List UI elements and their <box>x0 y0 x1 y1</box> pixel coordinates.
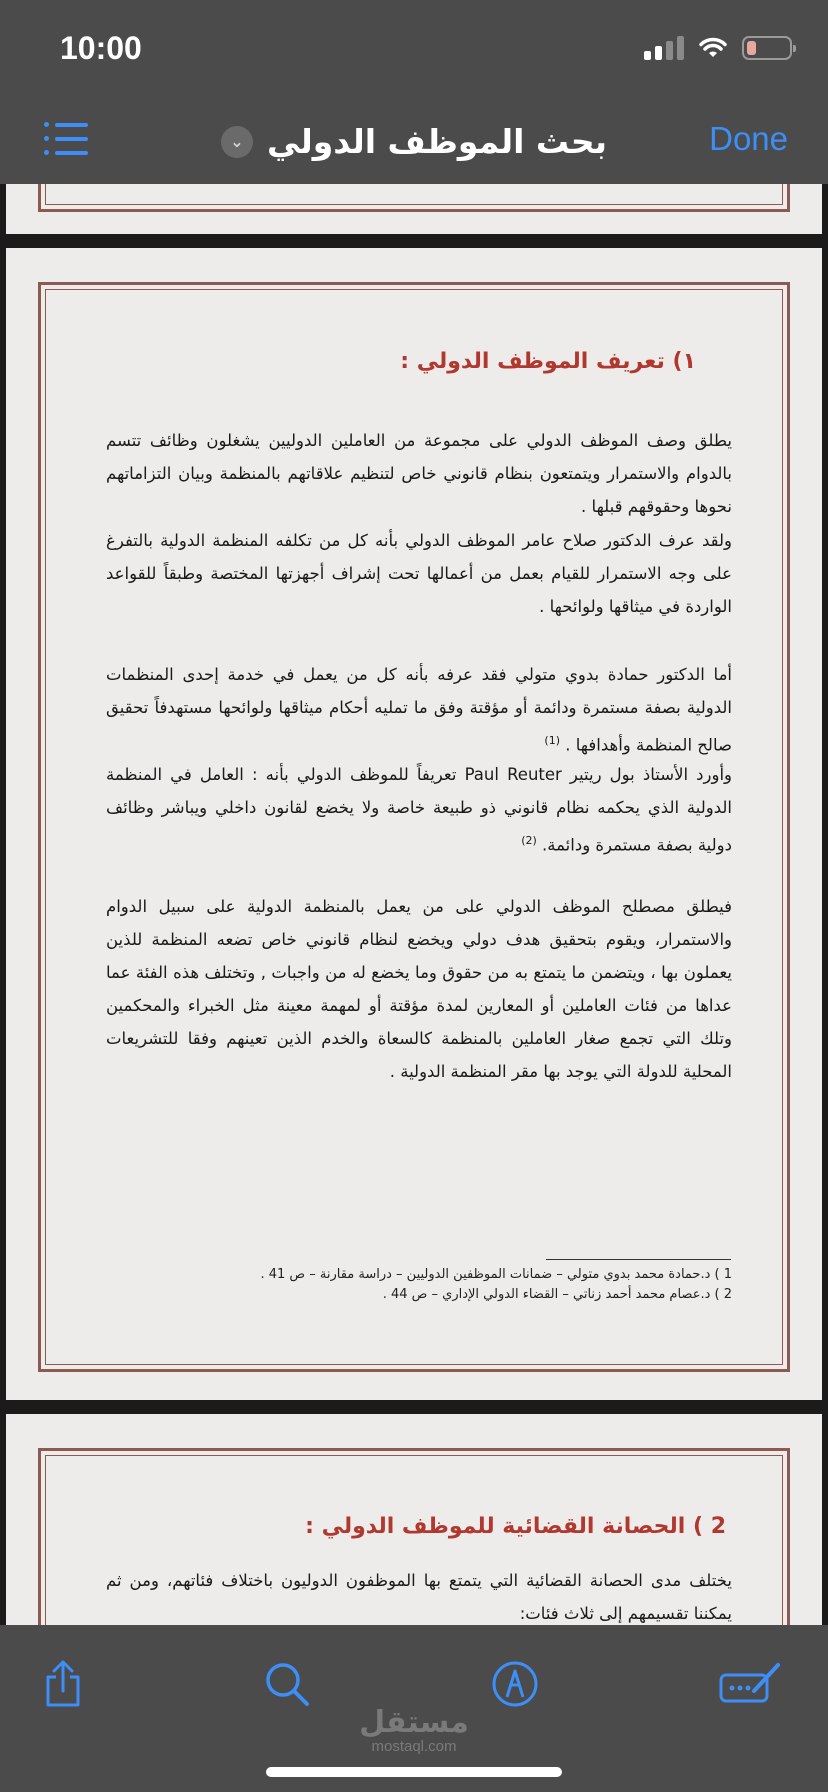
share-icon[interactable] <box>38 1659 88 1709</box>
watermark-latin: mostaql.com <box>371 1738 457 1755</box>
watermark-arabic: مستقل <box>359 1705 469 1740</box>
wifi-icon <box>698 36 728 60</box>
markup-pen-icon[interactable] <box>490 1659 540 1709</box>
footnote: 2 ) د.عصام محمد أحمد زناتي – القضاء الدولي الإداري – ص 44 . <box>382 1287 732 1302</box>
done-button[interactable]: Done <box>709 120 788 157</box>
top-navigation-bar <box>0 0 828 184</box>
cellular-signal-icon <box>644 36 684 60</box>
footnote-ref[interactable]: (1) <box>544 734 560 747</box>
document-page <box>6 248 822 1400</box>
footnotes <box>106 1265 732 1305</box>
footnote-ref[interactable]: (2) <box>521 834 537 847</box>
paragraph: وأورد الأستاذ بول ريتير Paul Reuter تعريفاً للموظف الدولي بأنه : العامل في المنظمة الدولية الذي يحكمه نظام قانوني ذو طبيعة خاصة ولا يخضع لقانون داخلي ويباشر وظائف دولية بصفة مستمرة ودائمة. $^{(2)}$ <box>106 765 733 855</box>
section-heading: 2 ) الحصانة القضائية للموظف الدولي : <box>305 1514 726 1539</box>
paragraph: يطلق وصف الموظف الدولي على مجموعة من العاملين الدوليين يشغلون وظائف تتسم بالدوام والاستمرار ويتمتعون بنظام قانوني خاص لتنظيم علاقاتهم بالمنظمة وبيان التزاماتهم نحوها وحقوقهم قبلها . <box>106 431 732 516</box>
document-title-text: بحث الموظف الدولي <box>266 122 608 161</box>
paragraph: يختلف مدى الحصانة القضائية التي يتمتع بها الموظفون الدوليون باختلاف فئاتهم، ومن ثم يمكننا تقسيمهم إلى ثلاث فئات: <box>106 1571 732 1623</box>
chevron-down-icon[interactable]: ⌄ <box>221 126 253 158</box>
home-indicator[interactable] <box>266 1767 562 1777</box>
previous-page <box>6 184 822 234</box>
footnote: 1 ) د.حمادة محمد بدوي متولي – ضمانات الموظفين الدوليين – دراسة مقارنة – ص 41 . <box>260 1267 732 1282</box>
section-heading: ١) تعريف الموظف الدولي : <box>400 349 696 374</box>
document-page <box>6 1414 822 1634</box>
watermark-logo <box>0 1705 828 1755</box>
annotate-icon[interactable] <box>718 1659 784 1709</box>
paragraph: ولقد عرف الدكتور صلاح عامر الموظف الدولي بأنه كل من تكلفه المنظمة الدولية بالتفرغ على وجه الاستمرار للقيام بعمل من أعمالها تحت إشراف أجهزتها المختصة وطبقاً للقواعد الواردة في ميثاقها ولوائحها . <box>106 531 732 616</box>
status-icons <box>644 36 792 60</box>
footnote-separator <box>546 1259 731 1260</box>
paragraph: أما الدكتور حمادة بدوي متولي فقد عرفه بأنه كل من يعمل في خدمة إحدى المنظمات الدولية بصفة مستمرة ودائمة أو مؤقتة وفق ما تمليه أحكام ميثاقها ولوائحها مستهدفاً تحقيق صالح المنظمة وأهدافها . $^{(1)}$ <box>106 665 732 755</box>
search-icon[interactable] <box>262 1659 312 1709</box>
paragraph: فيطلق مصطلح الموظف الدولي على من يعمل بالمنظمة الدولية على سبيل الدوام والاستمرار، ويقوم بتحقيق هدف دولي ويخضع لنظام قانوني خاص تضعه المنظمة للذين يعملون بها ، ويتضمن ما يتمتع به من حقوق وما يخضع له من واجبات , وتختلف هذه الفئة عما عداها من فئات العاملين أو المعارين لمدة مؤقتة أو لمهمة معينة مثل الخبراء والمحكمين وتلك التي تجمع صغار العاملين بالمنظمة كالسعاة والخدم الذين تعينهم وفقا للتشريعات المحلية للدولة التي يوجد بها مقر المنظمة الدولية . <box>106 897 732 1081</box>
bottom-toolbar <box>0 1625 828 1792</box>
document-title[interactable] <box>0 116 828 161</box>
battery-icon <box>742 36 792 60</box>
status-time: 10:00 <box>60 30 142 66</box>
